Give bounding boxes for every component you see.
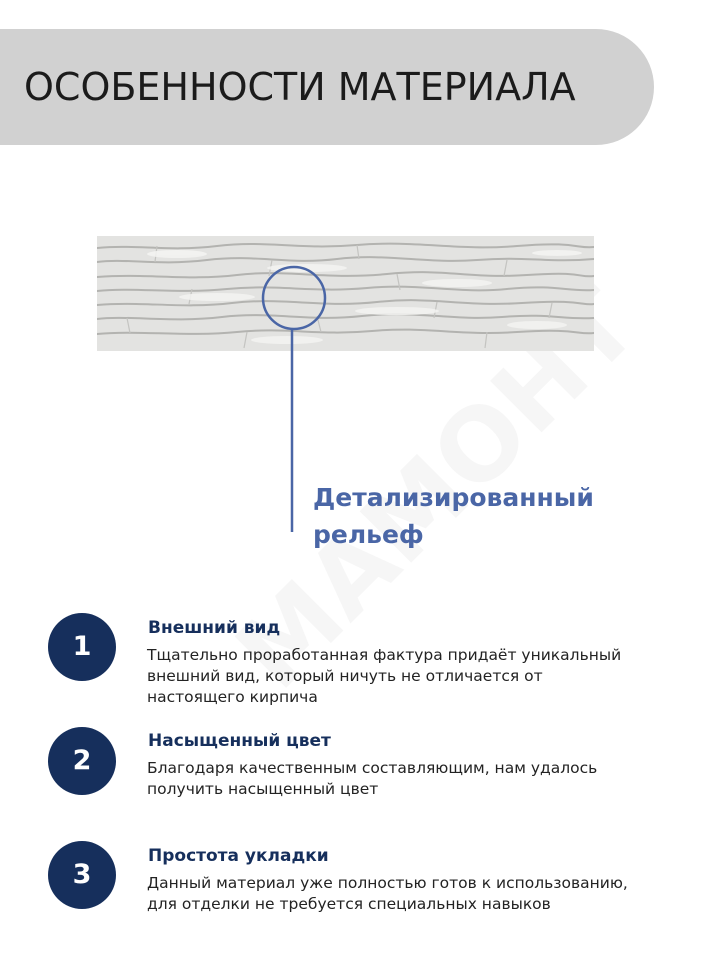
- stone-tile-image: [97, 236, 594, 351]
- feature-title: Насыщенный цвет: [148, 731, 331, 751]
- feature-description: Благодаря качественным составляющим, нам удалось получить насыщенный цвет: [147, 759, 598, 798]
- callout-label: Детализированный рельеф: [313, 483, 594, 549]
- page-title: ОСОБЕННОСТИ МАТЕРИАЛА: [24, 65, 576, 109]
- feature-title: Простота укладки: [148, 846, 329, 866]
- feature-number-badge: 1: [48, 613, 116, 681]
- feature-number-badge: 3: [48, 841, 116, 909]
- feature-description: Данный материал уже полностью готов к использованию, для отделки не требуется специальных навыков: [147, 874, 628, 913]
- feature-title: Внешний вид: [148, 618, 281, 638]
- feature-number-badge: 2: [48, 727, 116, 795]
- feature-description: Тщательно проработанная фактура придаёт уникальный внешний вид, который ничуть не отличается от настоящего кирпича: [147, 646, 622, 706]
